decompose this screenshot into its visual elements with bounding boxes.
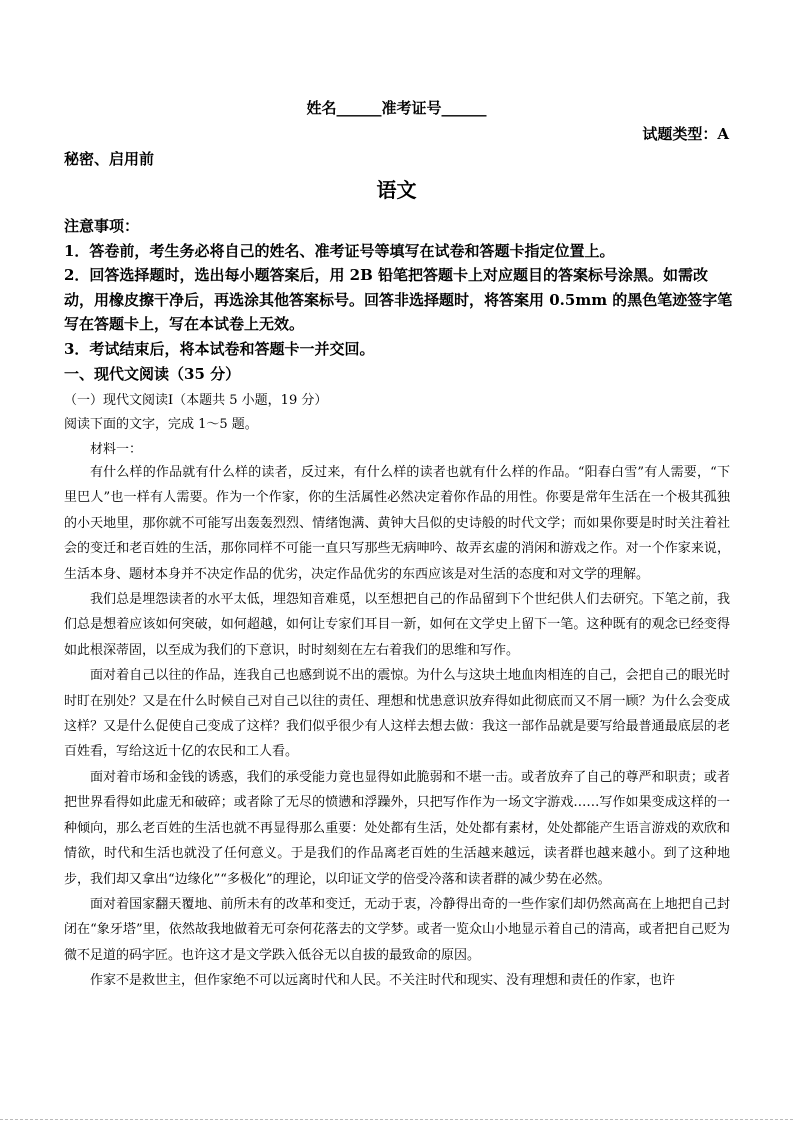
material-label: 材料一：	[90, 442, 143, 457]
section-title: 一、现代文阅读（35 分）	[64, 365, 241, 383]
subject-title: 语文	[376, 178, 417, 202]
passage-paragraph: 有什么样的作品就有什么样的读者，反过来，有什么样的读者也就有什么样的作品。“阳春白雪”有人需要，“下里巴人”也一样有人需要。作为一个作家，你的生活属性必然决定着你作品的用性。你要是常年生活在一个极其孤独的小天地里，那你就不可能写出轰轰烈烈、情绪饱满、黄钟大吕似的史诗般的时代文学；而如果你要是时时关注着社会的变迁和老百姓的生活，那你同样不可能一直只写那些无病呻吟、故弄玄虚的消闲和游戏之作。对一个作家来说，生活本身、题材本身并不决定作品的优劣，决定作品优劣的东西应该是对生活的态度和对文学的理解。	[64, 465, 730, 582]
reading-passage	[64, 460, 730, 994]
reading-instruction: 阅读下面的文字，完成 1～5 题。	[64, 417, 258, 432]
passage-paragraph: 作家不是救世主，但作家绝不可以远离时代和人民。不关注时代和现实、没有理想和责任的作家，也许	[90, 973, 676, 989]
page-bottom-divider	[0, 1119, 793, 1120]
name-and-exam-number-line: 姓名______准考证号______	[306, 99, 487, 117]
notice-title: 注意事项：	[64, 217, 140, 235]
notice-item: 3．考试结束后，将本试卷和答题卡一并交回。	[64, 339, 375, 358]
notice-item: 2．回答选择题时，选出每小题答案后，用 2B 铅笔把答题卡上对应题目的答案标号涂黑。如需改动，用橡皮擦干净后，再选涂其他答案标号。回答非选择题时，将答案用 0.5mm 的黑色笔迹签字笔写在答题卡上，写在本试卷上无效。	[64, 266, 733, 334]
notice-item: 1．答卷前，考生务必将自己的姓名、准考证号等填写在试卷和答题卡指定位置上。	[64, 241, 615, 260]
passage-paragraph: 面对着自己以往的作品，连我自己也感到说不出的震惊。为什么与这块土地血肉相连的自己，会把自己的眼光时时盯在别处？又是在什么时候自己对自己以往的责任、理想和忧患意识放弃得如此彻底而又不屑一顾？为什么会变成这样？又是什么促使自己变成了这样？我们似乎很少有人这样去想去做：我这一部作品就是要写给最普通最底层的老百姓看，写给这近十亿的农民和工人看。	[64, 668, 730, 760]
notice-section	[64, 214, 734, 362]
confidentiality-label: 秘密、启用前	[64, 150, 155, 168]
passage-paragraph: 我们总是埋怨读者的水平太低，埋怨知音难觅，以至想把自己的作品留到下个世纪供人们去研究。下笔之前，我们总是想着应该如何突破，如何超越，如何让专家们耳目一新，如何在文学史上留下一笔。这种既有的观念已经变得如此根深蒂固，以至成为我们的下意识，时时刻刻在左右着我们的思维和写作。	[64, 592, 730, 658]
subsection-title: （一）现代文阅读Ⅰ（本题共 5 小题，19 分）	[64, 393, 328, 408]
passage-paragraph: 面对着国家翻天覆地、前所未有的改革和变迁，无动于衷，冷静得出奇的一些作家们却仍然高高在上地把自己封闭在“象牙塔”里，依然故我地做着无可奈何花落去的文学梦。或者一览众山小地显示着自己的清高，或者把自己贬为微不足道的码字匠。也许这才是文学跌入低谷无以自拔的最致命的原因。	[64, 896, 730, 963]
passage-paragraph: 面对着市场和金钱的诱惑，我们的承受能力竟也显得如此脆弱和不堪一击。或者放弃了自己的尊严和职责；或者把世界看得如此虚无和破碎；或者除了无尽的愤懑和浮躁外，只把写作作为一场文字游戏……写作如果变成这样的一种倾向，那么老百姓的生活也就不再显得那么重要：处处都有生活，处处都有素材，处处都能产生语言游戏的欢欣和情欲，时代和生活也就没了任何意义。于是我们的作品离老百姓的生活越来越远，读者群也越来越小。到了这种地步，我们却又拿出“边缘化”“多极化”的理论，以印证文学的倍受冷落和读者群的减少势在必然。	[64, 769, 730, 887]
exam-type-label: 试题类型：A	[642, 125, 729, 143]
